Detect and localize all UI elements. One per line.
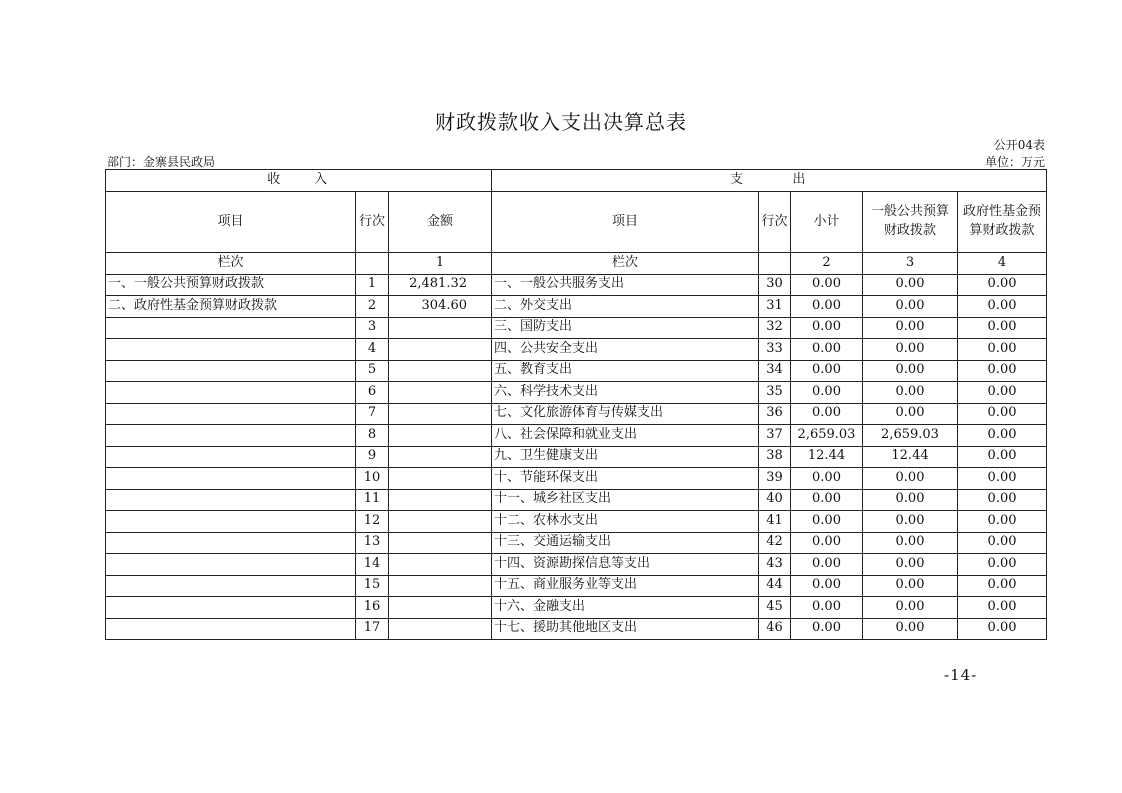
subtotal-cell: 0.00	[791, 597, 863, 619]
general-budget-cell: 0.00	[863, 317, 958, 339]
subtotal-header: 小计	[791, 192, 863, 253]
gov-fund-col-no: 4	[958, 253, 1047, 275]
income-amount-cell	[389, 618, 492, 640]
table-row	[106, 296, 1047, 318]
general-budget-cell: 0.00	[863, 339, 958, 361]
income-line-no-cell: 17	[356, 618, 389, 640]
table-row	[106, 339, 1047, 361]
expense-item-cell: 七、文化旅游体育与传媒支出	[492, 403, 759, 425]
income-line-no-cell: 12	[356, 511, 389, 533]
gov-fund-cell: 0.00	[958, 317, 1047, 339]
expense-item-cell: 十五、商业服务业等支出	[492, 575, 759, 597]
expense-item-cell: 二、外交支出	[492, 296, 759, 318]
income-item-cell	[106, 489, 356, 511]
general-budget-cell: 0.00	[863, 618, 958, 640]
income-amount-cell	[389, 532, 492, 554]
income-amount-cell	[389, 597, 492, 619]
expense-item-cell: 十七、援助其他地区支出	[492, 618, 759, 640]
income-item-cell	[106, 382, 356, 404]
income-col-no-label: 栏次	[106, 253, 356, 275]
income-amount-cell	[389, 360, 492, 382]
expense-line-no-cell: 36	[759, 403, 791, 425]
table-row	[106, 575, 1047, 597]
income-item-cell	[106, 468, 356, 490]
expense-item-cell: 十四、资源勘探信息等支出	[492, 554, 759, 576]
section-header-row	[106, 170, 1047, 192]
table-row	[106, 489, 1047, 511]
gov-fund-cell: 0.00	[958, 532, 1047, 554]
gov-fund-cell: 0.00	[958, 403, 1047, 425]
income-line-no-cell: 15	[356, 575, 389, 597]
income-line-no-cell: 16	[356, 597, 389, 619]
income-item-cell	[106, 339, 356, 361]
income-amount-cell: 304.60	[389, 296, 492, 318]
gov-fund-cell: 0.00	[958, 360, 1047, 382]
income-item-cell: 一、一般公共预算财政拨款	[106, 274, 356, 296]
budget-summary-table	[105, 169, 1047, 640]
gov-fund-cell: 0.00	[958, 446, 1047, 468]
income-line-no-cell: 9	[356, 446, 389, 468]
gov-fund-cell: 0.00	[958, 489, 1047, 511]
gov-fund-cell: 0.00	[958, 597, 1047, 619]
expense-item-cell: 八、社会保障和就业支出	[492, 425, 759, 447]
income-amount-cell	[389, 403, 492, 425]
general-budget-cell: 2,659.03	[863, 425, 958, 447]
general-budget-cell: 0.00	[863, 597, 958, 619]
table-row	[106, 597, 1047, 619]
income-line-no-cell: 1	[356, 274, 389, 296]
income-amount-cell	[389, 339, 492, 361]
general-budget-header: 一般公共预算财政拨款	[863, 192, 958, 253]
expense-line-no-cell: 31	[759, 296, 791, 318]
table-row	[106, 618, 1047, 640]
expense-item-header: 项目	[492, 192, 759, 253]
income-section-header: 收 入	[106, 170, 492, 192]
income-line-no-cell: 10	[356, 468, 389, 490]
subtotal-cell: 0.00	[791, 489, 863, 511]
income-item-cell	[106, 511, 356, 533]
income-line-no-header: 行次	[356, 192, 389, 253]
income-item-cell	[106, 360, 356, 382]
expense-line-no-cell: 35	[759, 382, 791, 404]
general-budget-cell: 0.00	[863, 575, 958, 597]
gov-fund-cell: 0.00	[958, 511, 1047, 533]
expense-item-cell: 十、节能环保支出	[492, 468, 759, 490]
expense-item-cell: 十一、城乡社区支出	[492, 489, 759, 511]
subtotal-cell: 0.00	[791, 532, 863, 554]
table-row	[106, 511, 1047, 533]
gov-fund-cell: 0.00	[958, 382, 1047, 404]
table-row	[106, 468, 1047, 490]
subtotal-cell: 0.00	[791, 468, 863, 490]
subtotal-cell: 0.00	[791, 274, 863, 296]
subtotal-cell: 0.00	[791, 575, 863, 597]
income-item-header: 项目	[106, 192, 356, 253]
income-item-cell	[106, 446, 356, 468]
expense-line-no-cell: 33	[759, 339, 791, 361]
expense-item-cell: 三、国防支出	[492, 317, 759, 339]
income-item-cell	[106, 403, 356, 425]
expense-line-no-cell: 43	[759, 554, 791, 576]
page-title: 财政拨款收入支出决算总表	[435, 110, 687, 134]
expense-line-no-header: 行次	[759, 192, 791, 253]
gov-fund-cell: 0.00	[958, 618, 1047, 640]
gov-fund-cell: 0.00	[958, 425, 1047, 447]
subtotal-cell: 0.00	[791, 618, 863, 640]
expense-line-no-cell: 46	[759, 618, 791, 640]
expense-line-no-cell: 45	[759, 597, 791, 619]
income-col-no-blank	[356, 253, 389, 275]
subtotal-cell: 0.00	[791, 382, 863, 404]
income-item-cell	[106, 532, 356, 554]
general-budget-cell: 0.00	[863, 382, 958, 404]
subtotal-cell: 0.00	[791, 554, 863, 576]
table-row	[106, 360, 1047, 382]
gov-fund-cell: 0.00	[958, 274, 1047, 296]
income-line-no-cell: 5	[356, 360, 389, 382]
expense-item-cell: 九、卫生健康支出	[492, 446, 759, 468]
general-budget-cell: 0.00	[863, 532, 958, 554]
subtotal-cell: 0.00	[791, 317, 863, 339]
income-amount-cell	[389, 468, 492, 490]
expense-line-no-cell: 32	[759, 317, 791, 339]
table-row	[106, 382, 1047, 404]
income-line-no-cell: 14	[356, 554, 389, 576]
subtotal-col-no: 2	[791, 253, 863, 275]
department-label: 部门：金寨县民政局	[107, 155, 216, 169]
expense-item-cell: 十六、金融支出	[492, 597, 759, 619]
page-number: -14-	[944, 666, 978, 684]
subtotal-cell: 0.00	[791, 339, 863, 361]
gov-fund-cell: 0.00	[958, 575, 1047, 597]
table-row	[106, 446, 1047, 468]
general-budget-cell: 0.00	[863, 511, 958, 533]
general-budget-cell: 0.00	[863, 403, 958, 425]
general-budget-cell: 0.00	[863, 468, 958, 490]
subtotal-cell: 12.44	[791, 446, 863, 468]
general-budget-cell: 0.00	[863, 489, 958, 511]
income-amount-cell	[389, 446, 492, 468]
general-budget-cell: 12.44	[863, 446, 958, 468]
expense-line-no-cell: 38	[759, 446, 791, 468]
income-line-no-cell: 7	[356, 403, 389, 425]
gov-fund-cell: 0.00	[958, 296, 1047, 318]
subtotal-cell: 0.00	[791, 360, 863, 382]
expense-col-no-blank	[759, 253, 791, 275]
income-amount-cell	[389, 425, 492, 447]
income-item-cell	[106, 597, 356, 619]
subtotal-cell: 0.00	[791, 403, 863, 425]
income-item-cell	[106, 618, 356, 640]
general-budget-col-no: 3	[863, 253, 958, 275]
income-amount-header: 金额	[389, 192, 492, 253]
gov-fund-cell: 0.00	[958, 339, 1047, 361]
unit-label: 单位：万元	[984, 155, 1045, 169]
income-line-no-cell: 4	[356, 339, 389, 361]
form-number: 公开04表	[993, 138, 1045, 152]
income-item-cell	[106, 575, 356, 597]
income-amount-cell	[389, 554, 492, 576]
income-line-no-cell: 3	[356, 317, 389, 339]
table-row	[106, 532, 1047, 554]
table-row	[106, 554, 1047, 576]
expense-item-cell: 一、一般公共服务支出	[492, 274, 759, 296]
expense-line-no-cell: 30	[759, 274, 791, 296]
table-row	[106, 274, 1047, 296]
income-item-cell	[106, 317, 356, 339]
income-amount-cell	[389, 511, 492, 533]
table-row	[106, 317, 1047, 339]
income-amount-cell: 2,481.32	[389, 274, 492, 296]
expense-item-cell: 六、科学技术支出	[492, 382, 759, 404]
general-budget-cell: 0.00	[863, 296, 958, 318]
expense-line-no-cell: 37	[759, 425, 791, 447]
general-budget-cell: 0.00	[863, 360, 958, 382]
expense-item-cell: 十三、交通运输支出	[492, 532, 759, 554]
expense-line-no-cell: 44	[759, 575, 791, 597]
expense-section-header: 支 出	[492, 170, 1047, 192]
expense-item-cell: 五、教育支出	[492, 360, 759, 382]
income-amount-cell	[389, 382, 492, 404]
column-header-row	[106, 192, 1047, 253]
gov-fund-header: 政府性基金预算财政拨款	[958, 192, 1047, 253]
income-amount-cell	[389, 317, 492, 339]
subtotal-cell: 2,659.03	[791, 425, 863, 447]
expense-line-no-cell: 34	[759, 360, 791, 382]
expense-line-no-cell: 41	[759, 511, 791, 533]
general-budget-cell: 0.00	[863, 554, 958, 576]
gov-fund-cell: 0.00	[958, 554, 1047, 576]
expense-item-cell: 四、公共安全支出	[492, 339, 759, 361]
income-item-cell	[106, 554, 356, 576]
expense-line-no-cell: 42	[759, 532, 791, 554]
column-number-row	[106, 253, 1047, 275]
income-line-no-cell: 8	[356, 425, 389, 447]
income-item-cell	[106, 425, 356, 447]
income-amount-cell	[389, 575, 492, 597]
amount-col-no: 1	[389, 253, 492, 275]
table-row	[106, 425, 1047, 447]
income-line-no-cell: 6	[356, 382, 389, 404]
expense-line-no-cell: 40	[759, 489, 791, 511]
gov-fund-cell: 0.00	[958, 468, 1047, 490]
income-line-no-cell: 2	[356, 296, 389, 318]
general-budget-cell: 0.00	[863, 274, 958, 296]
expense-item-cell: 十二、农林水支出	[492, 511, 759, 533]
table-row	[106, 403, 1047, 425]
income-item-cell: 二、政府性基金预算财政拨款	[106, 296, 356, 318]
subtotal-cell: 0.00	[791, 296, 863, 318]
expense-col-no-label: 栏次	[492, 253, 759, 275]
subtotal-cell: 0.00	[791, 511, 863, 533]
income-line-no-cell: 13	[356, 532, 389, 554]
income-line-no-cell: 11	[356, 489, 389, 511]
expense-line-no-cell: 39	[759, 468, 791, 490]
income-amount-cell	[389, 489, 492, 511]
